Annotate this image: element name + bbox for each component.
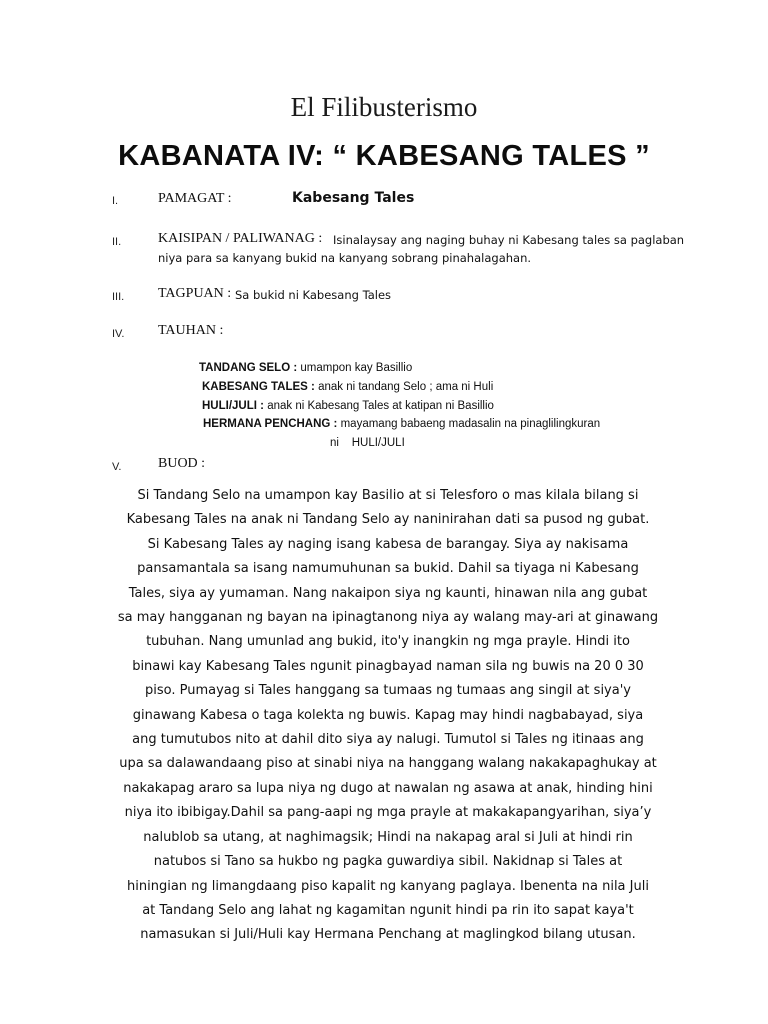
section-value-kaisipan-line2: niya para sa kanyang bukid na kanyang sobrang pinahalagahan. xyxy=(158,251,532,265)
summary-line: nalublob sa utang, at naghimagsik; Hindi na nakapag aral si Juli at hindi rin xyxy=(143,829,633,845)
character-entry xyxy=(199,362,412,374)
character-description: anak ni tandang Selo ; ama ni Huli xyxy=(318,381,494,393)
character-name: KABESANG TALES : xyxy=(202,381,315,393)
section-numeral-buod: V. xyxy=(112,461,122,473)
summary-paragraph xyxy=(88,484,688,948)
character-name: TANDANG SELO : xyxy=(199,362,298,374)
summary-line: at Tandang Selo ang lahat ng kagamitan ngunit hindi pa rin ito sapat kaya't xyxy=(142,902,634,918)
section-label-tauhan: TAUHAN : xyxy=(158,323,224,338)
character-description: anak ni Kabesang Tales at katipan ni Basillio xyxy=(267,400,494,412)
section-label-kaisipan: KAISIPAN / PALIWANAG : xyxy=(158,231,323,246)
summary-line: Kabesang Tales na anak ni Tandang Selo ay naninirahan dati sa pusod ng gubat. xyxy=(126,512,650,528)
summary-line: hiningian ng limangdaang piso kapalit ng kanyang paglaya. Ibenenta na nila Juli xyxy=(127,878,649,894)
summary-line: piso. Pumayag si Tales hanggang sa tumaas ng tumaas ang singil at siya'y xyxy=(145,683,631,699)
summary-line: binawi kay Kabesang Tales ngunit pinagbayad naman sila ng buwis na 20 0 30 xyxy=(132,658,644,674)
summary-line: nakakapag araro sa lupa niya ng dugo at nawalan ng asawa at anak, hinding hini xyxy=(123,780,653,796)
character-description: mayamang babaeng madasalin na pinaglilingkuran xyxy=(340,418,601,430)
section-label-buod: BUOD : xyxy=(158,456,206,471)
summary-line: upa sa dalawandaang piso at sinabi niya na hanggang walang nakakapaghukay at xyxy=(119,756,657,772)
section-value-pamagat: Kabesang Tales xyxy=(292,190,415,206)
character-name: HERMANA PENCHANG : xyxy=(203,418,338,430)
section-label-tagpuan: TAGPUAN : xyxy=(158,286,232,301)
summary-line: Si Kabesang Tales ay naging isang kabesa de barangay. Siya ay nakisama xyxy=(147,536,629,552)
character-entry xyxy=(202,381,493,393)
section-label-pamagat: PAMAGAT : xyxy=(158,191,232,206)
chapter-heading: KABANATA IV: “ KABESANG TALES ” xyxy=(118,140,650,172)
summary-line: ang tumutubos nito at dahil dito siya ay nalugi. Tumutol si Tales ng itinaas ang xyxy=(132,732,644,748)
character-description: umampon kay Basillio xyxy=(300,362,413,374)
summary-line: Si Tandang Selo na umampon kay Basilio at si Telesforo o mas kilala bilang si xyxy=(137,488,639,503)
section-numeral-tauhan: IV. xyxy=(112,328,125,340)
section-numeral-tagpuan: III. xyxy=(112,291,125,303)
character-entry xyxy=(203,418,600,430)
document-title: El Filibusterismo xyxy=(290,92,478,122)
section-numeral-kaisipan: II. xyxy=(112,236,122,248)
summary-line: natubos si Tano sa hukbo ng pagka guwardiya sibil. Nakidnap si Tales at xyxy=(153,854,623,870)
character-entry xyxy=(202,400,494,412)
section-value-kaisipan-line1: Isinalaysay ang naging buhay ni Kabesang tales sa paglaban xyxy=(333,233,685,247)
summary-line: sa may hangganan ng bayan na ipinagtanong niya ay walang may-ari at ginawang xyxy=(117,610,659,626)
character-description-continuation: ni HULI/JULI xyxy=(330,437,405,449)
character-name: HULI/JULI : xyxy=(202,400,264,412)
summary-line: ginawang Kabesa o taga kolekta ng buwis. Kapag may hindi nagbabayad, siya xyxy=(132,707,644,723)
section-value-tagpuan: Sa bukid ni Kabesang Tales xyxy=(235,288,392,302)
summary-line: namasukan si Juli/Huli kay Hermana Penchang at maglingkod bilang utusan. xyxy=(140,927,636,943)
summary-line: tubuhan. Nang umunlad ang bukid, ito'y inangkin ng mga prayle. Hindi ito xyxy=(146,634,630,650)
summary-line: Tales, siya ay yumaman. Nang nakaipon siya ng kaunti, hinawan nila ang gubat xyxy=(128,585,648,601)
section-numeral-pamagat: I. xyxy=(112,195,119,207)
summary-line: niya ito ibibigay.Dahil sa pang-aapi ng mga prayle at makakapangyarihan, siya’y xyxy=(124,805,652,821)
summary-line: pansamantala sa isang namumuhunan sa bukid. Dahil sa tiyaga ni Kabesang xyxy=(137,561,639,577)
